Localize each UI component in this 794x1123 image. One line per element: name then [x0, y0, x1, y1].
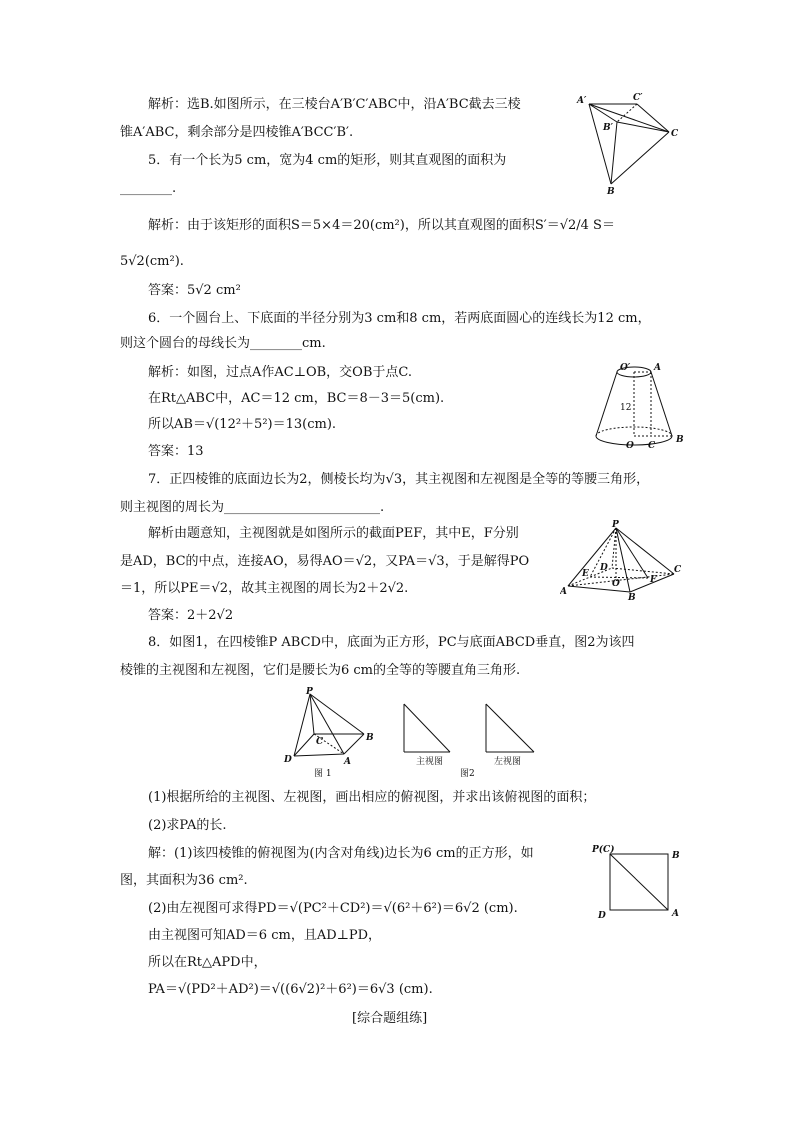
text-line: 由主视图可知AD＝6 cm，且AD⊥PD，	[148, 928, 382, 943]
text-line: 所以AB＝√(12²＋5²)＝13(cm).	[148, 417, 337, 432]
text-line: (2)由左视图可求得PD＝√(PC²＋CD²)＝√(6²＋6²)＝6√2 (cm).	[148, 901, 518, 916]
fig-label: P	[306, 687, 313, 697]
fig-caption: 图 1	[314, 769, 332, 779]
text-line: PA＝√(PD²＋AD²)＝√((6√2)²＋6²)＝6√3 (cm).	[148, 982, 433, 997]
text-line: 6．一个圆台上、下底面的半径分别为3 cm和8 cm，若两底面圆心的连线长为12 cm，	[148, 311, 651, 326]
fig-label: 12	[620, 403, 632, 413]
pyramid-figure	[560, 520, 690, 600]
fig-label: D	[600, 563, 608, 573]
fig-label: D	[284, 755, 292, 765]
text-line: 解析：选B.如图所示，在三棱台A′B′C′ABC中，沿A′BC截去三棱	[148, 97, 521, 112]
fig-label: A′	[577, 96, 587, 106]
text-line: (1)根据所给的主视图、左视图，画出相应的俯视图，并求出该俯视图的面积；	[148, 790, 596, 805]
top-view-figure	[590, 842, 690, 920]
text-line: 在Rt△ABC中，AC＝12 cm，BC＝8－3＝5(cm).	[148, 391, 445, 406]
fig-label: B	[676, 435, 684, 445]
fig-label: O	[626, 441, 634, 451]
answer-line: 答案：13	[148, 444, 204, 459]
fig-label: E	[582, 569, 589, 579]
text-line: 图，其面积为36 cm².	[120, 873, 248, 888]
fig-label: A	[344, 757, 351, 767]
fig-label: P(C)	[592, 845, 615, 855]
fig-label: F	[650, 575, 657, 585]
section-heading: [综合题组练]	[352, 1011, 428, 1026]
answer-line: 答案：2＋2√2	[148, 608, 234, 623]
fig-caption: 主视图	[416, 757, 444, 767]
text-line: 解：(1)该四棱锥的俯视图为(内含对角线)边长为6 cm的正方形，如	[148, 846, 534, 861]
fig-label: O	[612, 579, 620, 589]
fig-label: A	[672, 909, 679, 919]
fig-label: C	[671, 129, 679, 139]
text-line: 5√2(cm²).	[120, 254, 184, 269]
figure-1-and-2	[280, 686, 560, 782]
fig-label: C	[316, 737, 324, 747]
text-line: 8．如图1，在四棱锥P ABCD中，底面为正方形，PC与底面ABCD垂直，图2为该四	[148, 635, 635, 650]
fig-caption: 图2	[460, 769, 475, 779]
text-line: 5．有一个长为5 cm，宽为4 cm的矩形，则其直观图的面积为	[148, 153, 507, 168]
text-line: 则这个圆台的母线长为________cm.	[120, 336, 326, 351]
cone-figure	[590, 360, 690, 455]
fig-label: B	[366, 733, 374, 743]
text-line: 解析：由于该矩形的面积S＝5×4＝20(cm²)，所以其直观图的面积S′＝√2/4 S＝	[148, 218, 615, 233]
text-line: 7．正四棱锥的底面边长为2，侧棱长均为√3，其主视图和左视图是全等的等腰三角形，	[148, 472, 650, 487]
fig-label: O′	[620, 363, 631, 373]
text-line: 所以在Rt△APD中，	[148, 955, 267, 970]
text-line: 锥A′ABC，剩余部分是四棱锥A′BCC′B′.	[120, 125, 354, 140]
text-line: 解析：如图，过点A作AC⊥OB，交OB于点C.	[148, 365, 412, 380]
fig-caption: 左视图	[494, 757, 522, 767]
text-line: ________.	[120, 181, 177, 196]
fig-label: B	[607, 187, 615, 197]
fig-label: A	[560, 587, 567, 597]
fig-label: D	[598, 911, 606, 920]
fig-label: B	[628, 593, 636, 600]
frustum-figure	[575, 90, 685, 198]
text-line: (2)求PA的长.	[148, 818, 227, 833]
fig-label: C	[648, 441, 656, 451]
fig-label: C	[674, 565, 682, 575]
text-line: 棱锥的主视图和左视图，它们是腰长为6 cm的全等的等腰直角三角形.	[120, 663, 521, 678]
fig-label: B	[672, 851, 680, 861]
text-line: ＝1，所以PE＝√2，故其主视图的周长为2＋2√2.	[120, 581, 409, 596]
answer-line: 答案：5√2 cm²	[148, 283, 241, 298]
text-line: 是AD，BC的中点，连接AO，易得AO＝√2，又PA＝√3，于是解得PO	[120, 554, 530, 569]
fig-label: B′	[603, 123, 613, 133]
fig-label: A	[654, 363, 661, 373]
text-line: 解析由题意知，主视图就是如图所示的截面PEF，其中E，F分别	[148, 526, 519, 541]
fig-label: C′	[633, 93, 643, 103]
text-line: 则主视图的周长为________________________.	[120, 500, 385, 515]
fig-label: P	[612, 520, 619, 530]
